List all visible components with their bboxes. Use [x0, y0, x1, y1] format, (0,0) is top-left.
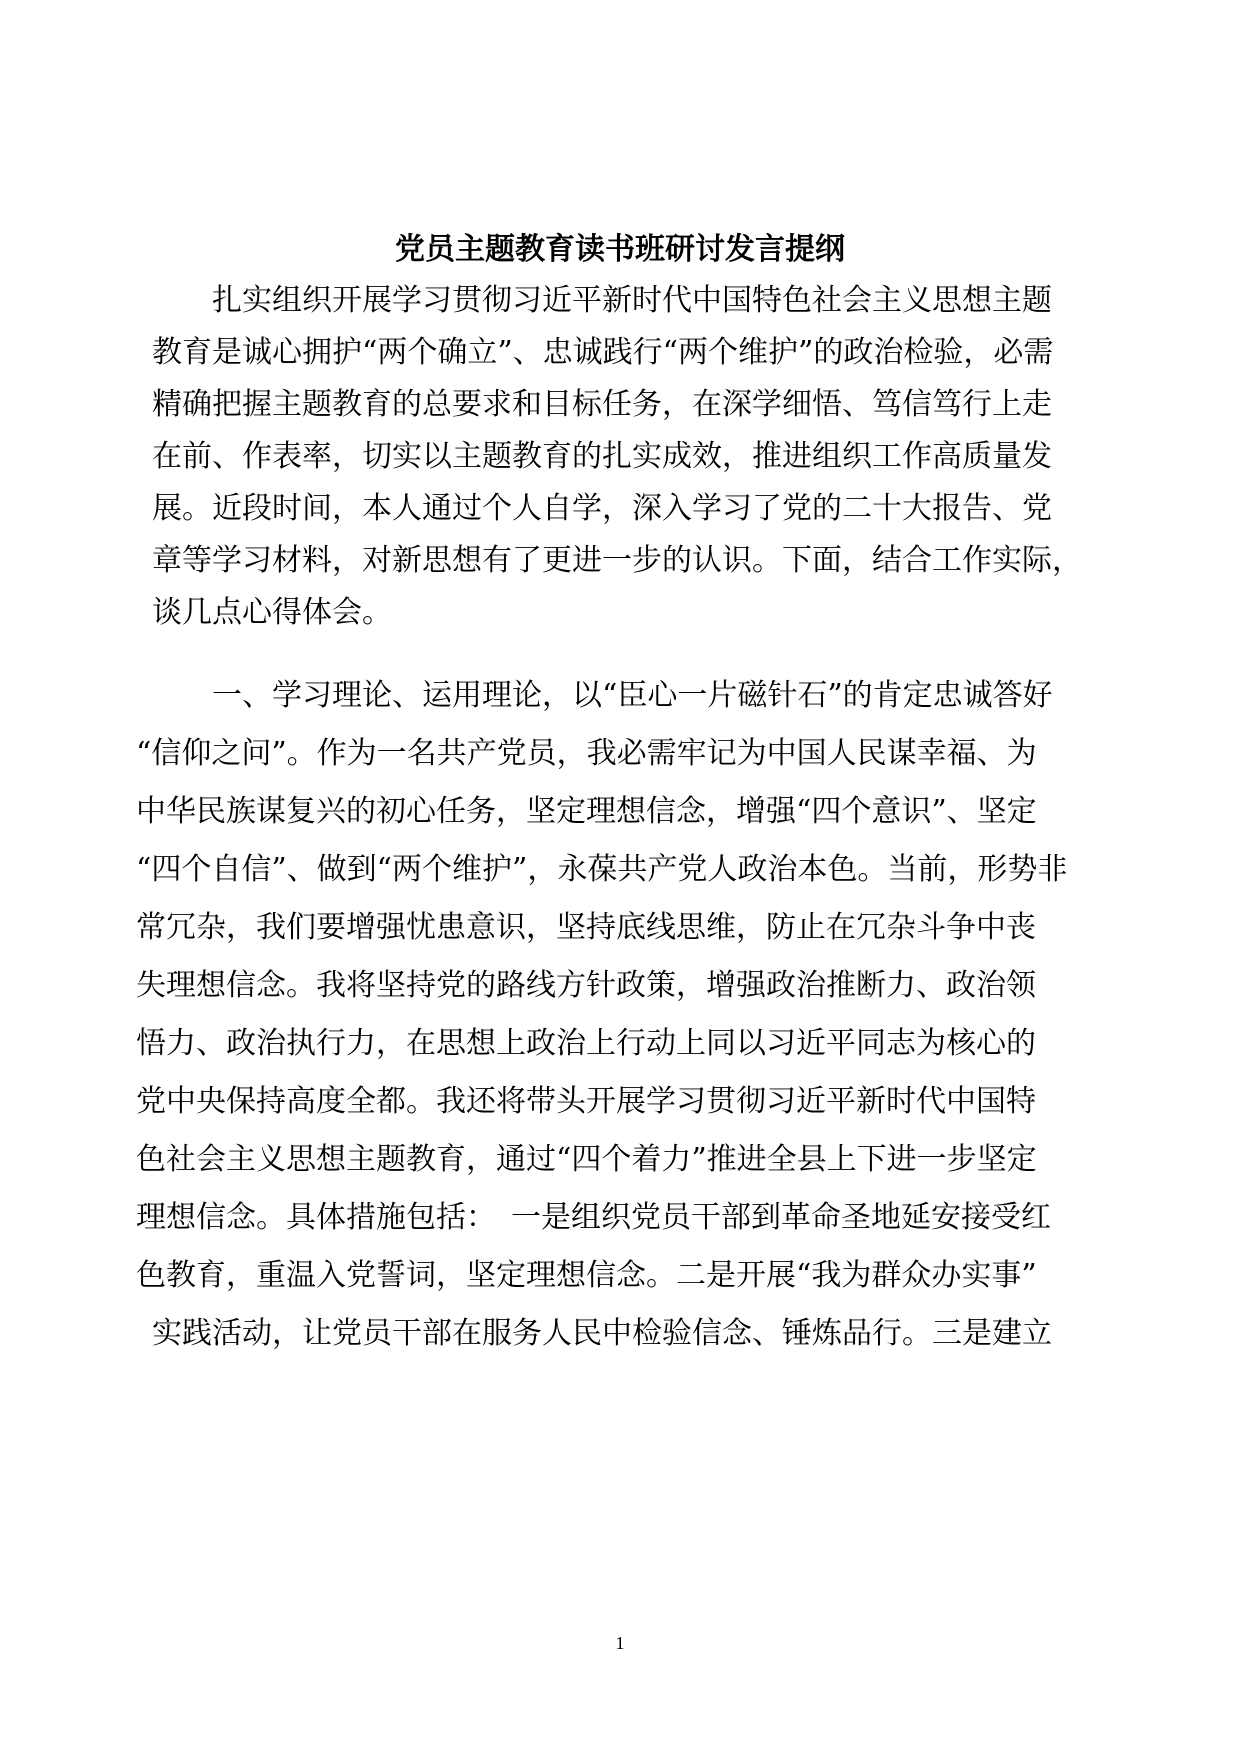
paragraph-1-line-4: 在前、作表率，切实以主题教育的扎实成效，推进组织工作高质量发 — [152, 439, 1052, 474]
paragraph-2-line-11: 色教育，重温入党誓词，坚定理想信念。二是开展“我为群众办实事” — [136, 1258, 1037, 1293]
paragraph-1-line-5: 展。近段时间，本人通过个人自学，深入学习了党的二十大报告、党 — [152, 491, 1052, 526]
paragraph-2-line-1: 一、学习理论、运用理论，以“臣心一片磁针石”的肯定忠诚答好 — [212, 678, 1053, 713]
paragraph-2-line-2: “信仰之问”。作为一名共产党员，我必需牢记为中国人民谋幸福、为 — [136, 736, 1037, 771]
paragraph-1-line-6: 章等学习材料，对新思想有了更进一步的认识。下面，结合工作实际， — [152, 543, 1082, 578]
paragraph-2-line-6: 失理想信念。我将坚持党的路线方针政策，增强政治推断力、政治领 — [136, 968, 1036, 1003]
paragraph-2-line-7: 悟力、政治执行力，在思想上政治上行动上同以习近平同志为核心的 — [136, 1026, 1036, 1061]
paragraph-1-line-1: 扎实组织开展学习贯彻习近平新时代中国特色社会主义思想主题 — [212, 283, 1052, 318]
paragraph-2-line-9: 色社会主义思想主题教育，通过“四个着力”推进全县上下进一步坚定 — [136, 1142, 1037, 1177]
paragraph-2-line-12: 实践活动，让党员干部在服务人民中检验信念、锤炼品行。三是建立 — [152, 1316, 1052, 1351]
paragraph-2-line-8: 党中央保持高度全都。我还将带头开展学习贯彻习近平新时代中国特 — [136, 1084, 1036, 1119]
document-title: 党员主题教育读书班研讨发言提纲 — [395, 232, 845, 267]
paragraph-2-line-4: “四个自信”、做到“两个维护”，永葆共产党人政治本色。当前，形势非 — [136, 852, 1068, 887]
page-number: 1 — [615, 1633, 625, 1653]
paragraph-1-line-2: 教育是诚心拥护“两个确立”、忠诚践行“两个维护”的政治检验，必需 — [152, 335, 1054, 370]
paragraph-1-line-7: 谈几点心得体会。 — [152, 595, 392, 630]
paragraph-2-line-5: 常冗杂，我们要增强忧患意识，坚持底线思维，防止在冗杂斗争中丧 — [136, 910, 1036, 945]
paragraph-1-line-3: 精确把握主题教育的总要求和目标任务，在深学细悟、笃信笃行上走 — [152, 387, 1052, 422]
paragraph-2-line-10: 理想信念。具体措施包括： 一是组织党员干部到革命圣地延安接受红 — [136, 1200, 1051, 1235]
paragraph-2-line-3: 中华民族谋复兴的初心任务，坚定理想信念，增强“四个意识”、坚定 — [136, 794, 1037, 829]
